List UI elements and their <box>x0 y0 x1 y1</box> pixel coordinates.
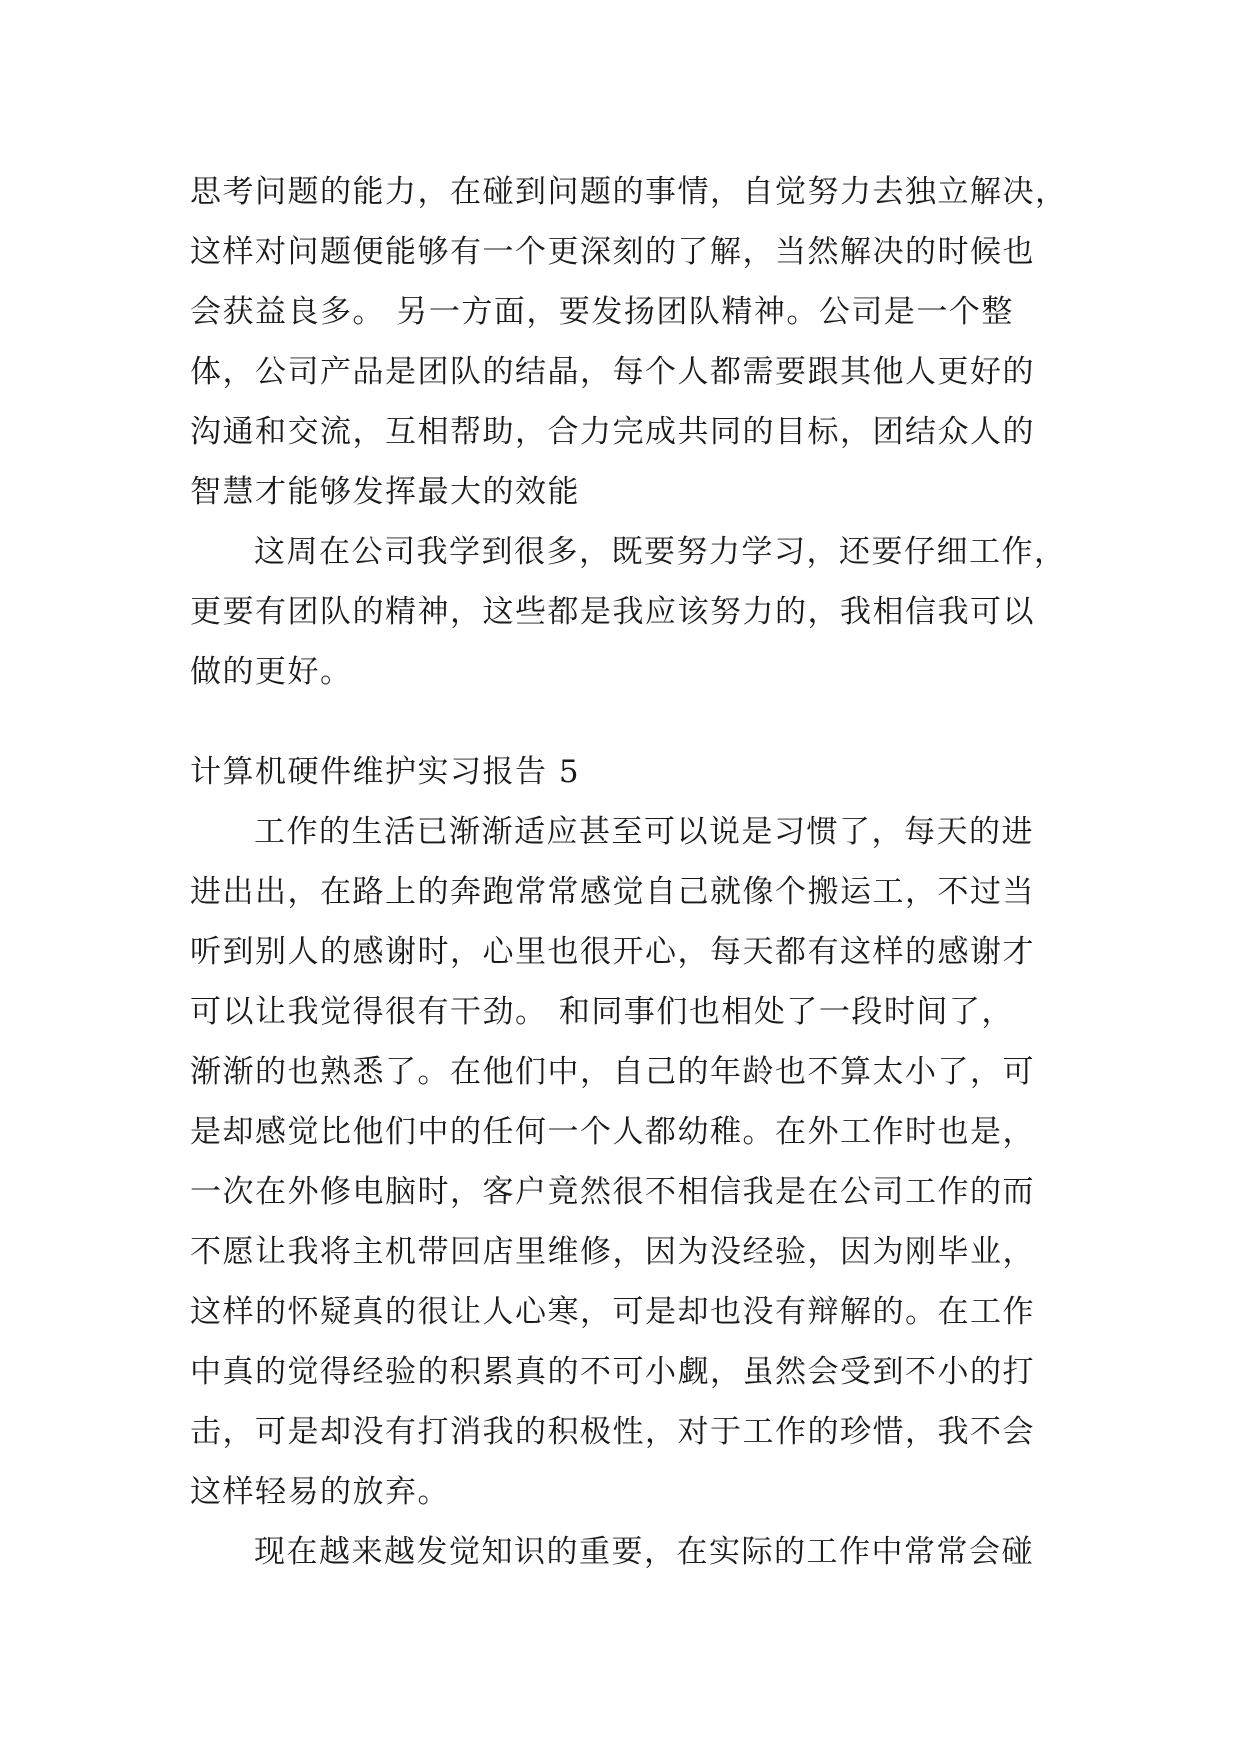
paragraph-line: 中真的觉得经验的积累真的不可小觑，虽然会受到不小的打 <box>190 1354 1035 1390</box>
paragraph-line: 渐渐的也熟悉了。在他们中，自己的年龄也不算太小了，可 <box>190 1054 1035 1090</box>
paragraph-line: 进出出，在路上的奔跑常常感觉自己就像个搬运工，不过当 <box>190 874 1035 910</box>
paragraph-line: 听到别人的感谢时，心里也很开心，每天都有这样的感谢才 <box>190 934 1035 970</box>
paragraph-line: 会获益良多。 另一方面，要发扬团队精神。公司是一个整 <box>190 294 1014 330</box>
paragraph-line: 这周在公司我学到很多，既要努力学习，还要仔细工作， <box>254 534 1067 570</box>
paragraph-line: 这样轻易的放弃。 <box>190 1474 450 1510</box>
paragraph-line: 可以让我觉得很有干劲。 和同事们也相处了一段时间了， <box>190 994 1014 1030</box>
paragraph-line: 思考问题的能力，在碰到问题的事情，自觉努力去独立解决， <box>190 174 1068 210</box>
section-title: 计算机硬件维护实习报告 5 <box>190 754 581 790</box>
paragraph-line: 智慧才能够发挥最大的效能 <box>190 474 580 510</box>
paragraph-line: 不愿让我将主机带回店里维修，因为没经验，因为刚毕业， <box>190 1234 1035 1270</box>
paragraph-line: 一次在外修电脑时，客户竟然很不相信我是在公司工作的而 <box>190 1174 1035 1210</box>
paragraph-line: 现在越来越发觉知识的重要，在实际的工作中常常会碰 <box>254 1534 1034 1570</box>
paragraph-line: 沟通和交流，互相帮助，合力完成共同的目标，团结众人的 <box>190 414 1035 450</box>
paragraph-line: 是却感觉比他们中的任何一个人都幼稚。在外工作时也是， <box>190 1114 1035 1150</box>
paragraph-line: 这样对问题便能够有一个更深刻的了解，当然解决的时候也 <box>190 234 1035 270</box>
paragraph-line: 体，公司产品是团队的结晶，每个人都需要跟其他人更好的 <box>190 354 1035 390</box>
paragraph-line: 做的更好。 <box>190 654 353 690</box>
paragraph-line: 工作的生活已渐渐适应甚至可以说是习惯了，每天的进 <box>254 814 1034 850</box>
paragraph-line: 击，可是却没有打消我的积极性，对于工作的珍惜，我不会 <box>190 1414 1035 1450</box>
paragraph-line: 更要有团队的精神，这些都是我应该努力的，我相信我可以 <box>190 594 1035 630</box>
paragraph-line: 这样的怀疑真的很让人心寒，可是却也没有辩解的。在工作 <box>190 1294 1035 1330</box>
